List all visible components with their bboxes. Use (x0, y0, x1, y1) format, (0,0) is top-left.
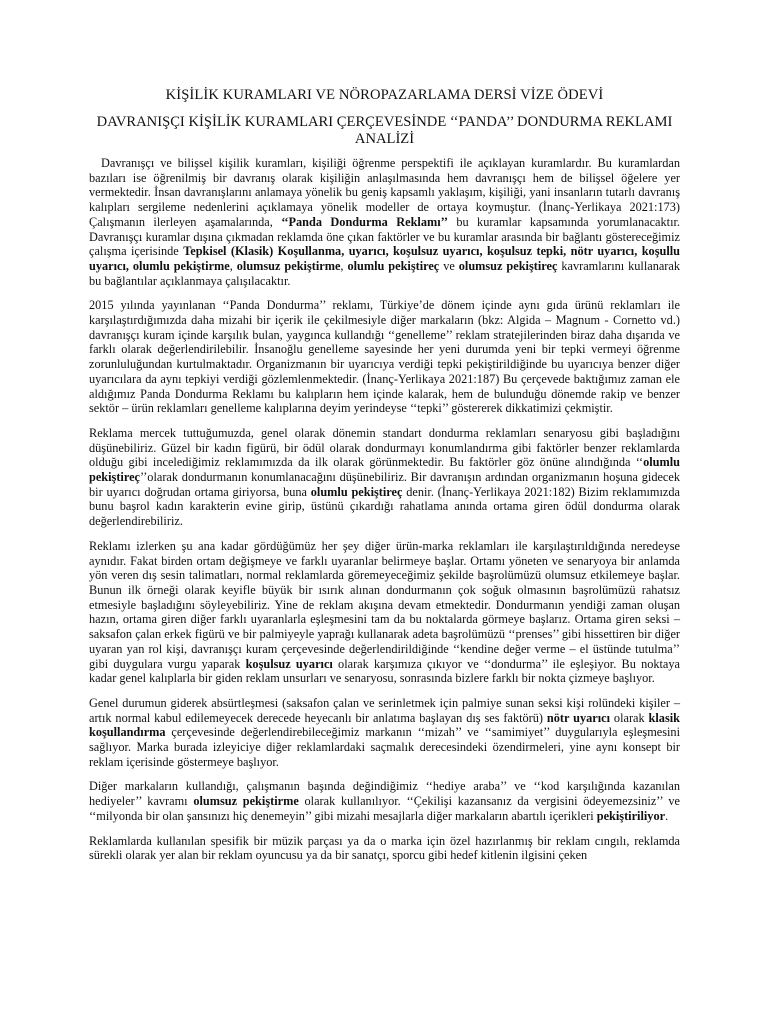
paragraph-4 (89, 539, 680, 686)
text-run: olarak karşımıza çıkıyor ve ‘‘dondurma’’ ile eşleşiyor. Bu noktaya kadar genel kalıplarla bir giden reklam unsurları ve senaryosu, sonrasında bizlere farklı bir nokta çizmeye başlıyor. (89, 656, 681, 686)
text-run: Genel durumun giderek absürtleşmesi (saksafon çalan ve serinletmek için palmiye sunan seksi kişi rolündeki kişiler – artık normal kabul edilemeyecek derecede heyecanlı bir anlatıma başlayan dış ses faktörü) (89, 695, 680, 725)
paragraph-2 (89, 298, 680, 416)
text-run: 2015 yılında yayınlanan ‘‘Panda Dondurma’’ reklamı, Türkiye’de dönem içinde aynı gıda ürünü reklamları ile karşılaştırdığımızda daha mizahi bir içerik ile çekilmesiyle diğer markaların (bkz: Algida – Magnum - Cornetto vd.) davranışçı kuram içinde karşılık bulan, yaygınca kullandığı ‘‘genelleme’’ reklam stratejilerinden biraz daha dışarıda ve farklı olarak değerlendirilebilir. İnsanoğlu genelleme sayesinde her yeni durumda yeni bir tepki vermeyi öğrenme zorunluluğundan kurtulmaktadır. Organizmanın bir uyarıcıya verdiği tepki pekiştirildiğinde bu uyarıcıya benzer diğer uyarıcılara da aynı tepkiyi verdiği gözlemlenmektedir. (İnanç-Yerlikaya 2021:187) Bu çerçevede baktığımız zaman ele aldığımız Panda Dondurma Reklamı bu kalıpların hem içinde kalarak, hem de bulunduğu dönemde rakip ve benzer sektör – ürün reklamları genelleme kalıplarına deyim yerindeyse ‘‘tepki’’ göstererek dikkatimizi çekmiştir. (89, 298, 680, 416)
text-run: çerçevesinde değerlendirebileceğimiz markanın ‘‘mizah’’ ve ‘‘samimiyet’’ duygularıyla eşleşmesini sağlıyor. Marka burada izleyiciye diğer reklamlardaki saçmalık derecesindeki özendirmeleri, yine aynı konsept bir reklam içerisinde göstermeye başlıyor. (89, 725, 680, 769)
text-run: Davranışçı ve bilişsel kişilik kuramları, kişiliği öğrenme perspektifi ile açıklayan kuramlardır. Bu kuramlardan bazıları ise öğrenilmiş bir davranış olarak kişiliğin anlaşılmasında hem davranışçı hem de bilişsel öğelere yer vermektedir. İnsan davranışlarını anlamaya yönelik bu geniş kapsamlı yaklaşım, kişiliği, yani insanların tutarlı davranış kalıpları sergileme nedenlerini açıklamaya yönelik modeller de ortaya koymuştur. (İnanç-Yerlikaya 2021:173) Çalışmanın ilerleyen aşamalarında, (89, 156, 680, 229)
paragraph-6 (89, 779, 680, 823)
text-run: ve (439, 258, 459, 273)
bold-term: klasik koşullandırma (89, 710, 680, 740)
text-run: , (229, 258, 237, 273)
bold-term: koşulsuz uyarıcı (245, 656, 333, 671)
text-run: olarak (610, 710, 649, 725)
document-subtitle: DAVRANIŞÇI KİŞİLİK KURAMLARI ÇERÇEVESİNDE ‘‘PANDA’’ DONDURMA REKLAMI ANALİZİ (96, 114, 673, 147)
paragraph-5 (89, 696, 680, 770)
bold-term: ‘‘Panda Dondurma Reklamı’’ (281, 214, 448, 229)
text-run: kavramlarını kullanarak bu bağlantılar açıklanmaya çalışılacaktır. (89, 258, 680, 288)
document-title: KİŞİLİK KURAMLARI VE NÖROPAZARLAMA DERSİ VİZE ÖDEVİ (165, 87, 604, 103)
paragraph-7 (89, 834, 680, 863)
paragraph-1 (89, 156, 680, 288)
text-run: ’’olarak dondurmanın konumlanacağını düşünebiliriz. Bir davranışın ardından organizmanın hoşuna gidecek bir uyarıcı doğrudan ortama giriyorsa, buna (89, 470, 680, 499)
paragraph-3 (89, 426, 680, 529)
text-run: bu kuramlar kapsamında yorumlanacaktır. Davranışçı kuramlar dışına çıkmadan reklamda öne çıkan faktörler ve bu kuramlar arasında bir bağlantı göstereceğimiz çalışma içerisinde (89, 214, 680, 259)
bold-term: olumsuz pekiştirme (236, 258, 341, 273)
text-run: . (665, 808, 669, 823)
bold-term: olumsuz pekiştireç (458, 258, 558, 273)
text-run: , (340, 258, 348, 273)
bold-term: Tepkisel (Klasik) Koşullanma, uyarıcı, koşulsuz uyarıcı, koşulsuz tepki, nötr uyarıcı, koşullu uyarıcı, olumlu pekiştirme (89, 244, 680, 273)
bold-term: nötr uyarıcı (546, 710, 611, 725)
bold-term: olumlu pekiştireç (89, 455, 680, 485)
text-run: Reklamı izlerken şu ana kadar gördüğümüz her şey diğer ürün-marka reklamları ile karşılaştırıldığında neredeyse aynıdır. Fakat birden ortam değişmeye ve farklı uyaranlar belirmeye başlar. Ortamı yöneten ve senaryoya bir anlamda yön veren dış sesin talimatları, normal reklamlarda göremeyeceğimiz şekilde başrolümüzü olumsuz etkilemeye başlar. Bunun ilk örneği olarak keyifle büyük bir ısırık alınan dondurmanın çok soğuk olmasının başrolümüzü rahatsız etmesiyle başladığını söyleyebiliriz. Yine de reklam akışına devam etmektedir. Dondurmanın yendiği zaman oluşan hazın, ortama giren diğer farklı uyaranlarla eşleşmesini tam da bu noktalarda görmeye başlarız. Ortama giren seksi – saksafon çalan erkek figürü ve bir palmiyeyle yaprağı kullanarak adeta başrolümüzü ‘‘prenses’’ gibi hissettiren bir diğer uyaran yan rol kişi, davranışçı kuram çerçevesinde değerlendirildiğinde ‘‘kendine değer verme – el üstünde tutulma’’ gibi duygulara vurgu yaparak (89, 538, 680, 671)
bold-term: olumlu pekiştireç (310, 484, 403, 499)
bold-term: olumlu pekiştireç (347, 258, 440, 273)
text-run: Reklamlarda kullanılan spesifik bir müzik parçası ya da o marka için özel hazırlanmış bir reklam cıngılı, reklamda sürekli olarak yer alan bir reklam oyuncusu ya da bir sanatçı, sporcu gibi hedef kitlenin ilgisini çeken (89, 833, 680, 863)
text-run: olarak kullanılıyor. ‘‘Çekilişi kazansanız da vergisini ödeyemezsiniz’’ ve ‘‘milyonda bir olan şansınızı hiç denemeyin’’ gibi mizahi mesajlarla diğer markaların abartılı içerikleri (89, 794, 680, 823)
bold-term: olumsuz pekiştirme (193, 794, 299, 809)
text-run: Reklama mercek tuttuğumuzda, genel olarak dönemin standart dondurma reklamları senaryosu gibi başladığını düşünebiliriz. Güzel bir kadın figürü, bir ödül olarak dondurmayı konumlandırma gibi faktörler benzer reklamlarda olduğu gibi incelediğimiz reklamımızda da ilk olarak görünmektedir. Bu faktörler göz önüne alındığında ‘‘ (89, 425, 680, 470)
text-run: denir. (İnanç-Yerlikaya 2021:182) Bizim reklamımızda bunu başrol kadın karakterin evine girip, üstünü çıkardığı rahatlama anında ortama giren ödül dondurma olarak değerlendirebiliriz. (89, 484, 680, 529)
text-run: Diğer markaların kullandığı, çalışmanın başında değindiğimiz ‘‘hediye araba’’ ve ‘‘kod karşılığında kazanılan hediyeler’’ kavramı (89, 779, 680, 809)
bold-term: pekiştiriliyor (596, 808, 666, 823)
